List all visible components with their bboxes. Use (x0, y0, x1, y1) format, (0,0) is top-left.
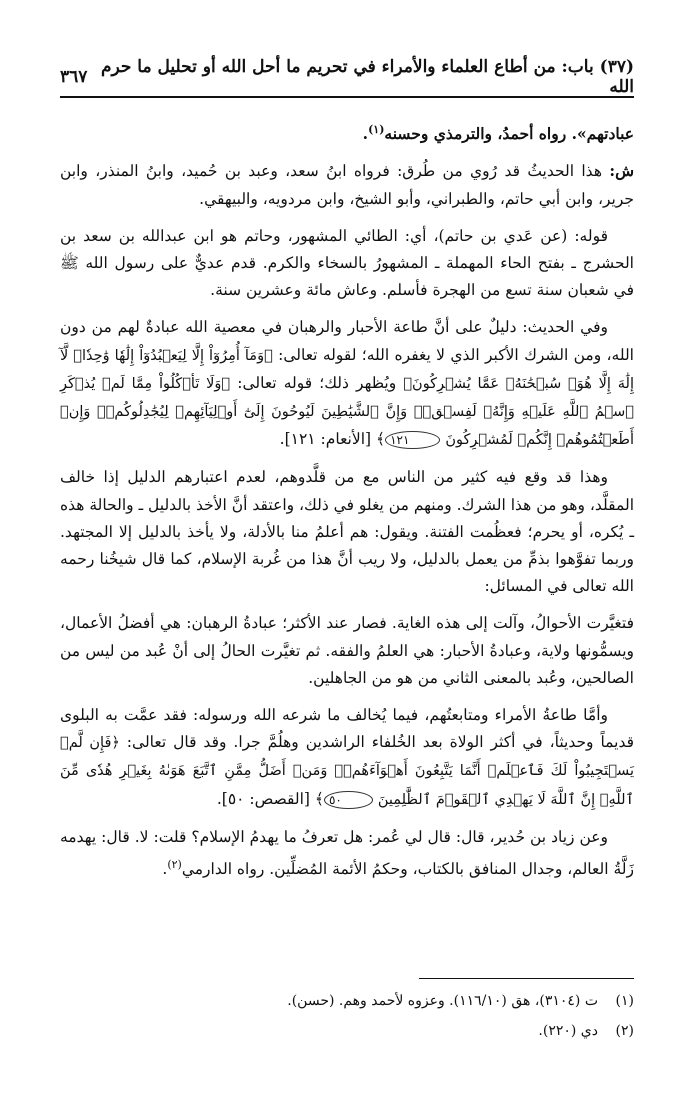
paragraph-obeying-rulers (60, 702, 634, 814)
paragraph-tail: . (362, 124, 369, 144)
footnote-text: ت (٣١٠٤)، هق (١١٦/١٠). وعزوه لأحمد وهم. (حسن). (287, 993, 598, 1009)
paragraph-changed-conditions (60, 610, 634, 692)
footnote-number: (٢) (615, 1023, 634, 1039)
commentary-marker: ش: (609, 161, 634, 181)
footnote-reference: (١) (368, 123, 385, 136)
paragraph-text: ويُظهر ذلك؛ قوله تعالى: (230, 373, 404, 392)
ayah-number: ٥٠ (324, 791, 373, 809)
paragraph-commentary-intro (60, 157, 634, 212)
paragraph-text: وعن زياد بن حُدير، قال: قال لي عُمر: هل تعرفُ ما يهدمُ الإسلام؟ قلت: لا. قال: يهدمه زَلَّةُ العالم، وجدال المنافق بالكتاب، وحكمُ الأئمة المُضلِّين. رواه الدارمي (60, 827, 634, 879)
paragraph-text: فتغيَّرت الأحوالُ، وآلت إلى هذه الغاية. فصار عند الأكثر؛ عبادةُ الرهبان: هي أفضلُ الأعمال، ويسمُّونها ولاية، وعبادةُ الأحبار: هي العلمُ والفقه. ثم تغيَّرت الحالُ إلى أنْ عُبد من ليس من الصالحين، وعُبد بالمعنى الثاني من هو من الجاهلين. (60, 614, 634, 687)
footnote-reference: (٢) (167, 858, 182, 872)
running-header (60, 57, 634, 97)
page-number: ٣٦٧ (60, 67, 88, 87)
quran-verse: ﴿وَمَآ أُمِرُوٓاْ إِلَّا لِيَعۡبُدُوٓاْ إِلَٰهٗا وَٰحِدٗاۖ لَّآ إِلَٰهَ إِلَّا هُوَۚ سُبۡحَٰنَهُۥ عَمَّا يُشۡرِكُونَ﴾ (60, 347, 634, 392)
paragraph-text: وفي الحديث: دليلٌ على أنَّ طاعة الأحبار والرهبان في معصية الله عبادةٌ لهم من دون الله، ومن الشرك الأكبر الذي لا يغفره الله؛ لقوله تعالى: (60, 318, 634, 364)
quran-verse: ﴿فَإِن لَّمۡ يَسۡتَجِيبُواْ لَكَ فَٱعۡلَمۡ أَنَّمَا يَتَّبِعُونَ أَهۡوَآءَهُمۡۚ وَمَنۡ أَضَلُّ مِمَّنِ ٱتَّبَعَ هَوَىٰهُ بِغَيۡرِ هُدٗى مِّنَ ٱللَّهِۚ إِنَّ ٱللَّهَ لَا يَهۡدِي ٱلۡقَوۡمَ ٱلظَّٰلِمِينَ (60, 735, 634, 808)
footnote-item (60, 1016, 634, 1046)
main-text (60, 116, 634, 893)
paragraph-tail: . (162, 860, 168, 879)
paragraph-text: هذا الحديثُ قد رُوي من طُرق: فرواه ابنُ سعد، وعبد بن حُميد، وابنُ المنذر، وابن جرير، وابن أبي حاتم، والطبراني، وأبو الشيخ، وابن مردويه، والبيهقي. (60, 162, 634, 208)
paragraph-adi-bin-hatim (60, 223, 634, 305)
quran-verse: ﴿وَلَا تَأۡكُلُواْ مِمَّا لَمۡ يُذۡكَرِ ٱسۡمُ ٱللَّهِ عَلَيۡهِ وَإِنَّهُۥ لَفِسۡقٞۗ وَإِنَّ ٱلشَّيَٰطِينَ لَيُوحُونَ إِلَىٰٓ أَوۡلِيَآئِهِمۡ لِيُجَٰدِلُوكُمۡۖ وَإِنۡ أَطَعۡتُمُوهُمۡ إِنَّكُمۡ لَمُشۡرِكُونَ (60, 375, 634, 449)
footnotes (60, 986, 634, 1046)
footnote-item (60, 986, 634, 1016)
footnote-divider (419, 978, 634, 979)
paragraph-hadith-benefit (60, 314, 634, 454)
paragraph-text: عبادتهم». رواه أحمدُ، والترمذي وحسنه (384, 124, 634, 144)
footnote-text: دي (٢٢٠). (538, 1023, 598, 1039)
paragraph-text: وأمَّا طاعةُ الأمراء ومتابعتُهم، فيما يُخالف ما شرعه الله ورسوله: فقد عمَّت به البلوى قديماً وحديثاً، في أكثر الولاة بعد الخُلفاء الراشدين وهلُمَّ جرا. وقد قال تعالى: (60, 706, 634, 752)
verse-reference: ﴾ [الأنعام: ١٢١]. (279, 430, 386, 449)
header-divider (60, 96, 634, 98)
paragraph-text: قوله: (عن عَدي بن حاتم)، أي: الطائي المشهور، وحاتم هو ابن عبدالله بن سعد بن الحشرج ـ بفتح الحاء المهملة ـ المشهورُ بالسخاء والكرم. قدم عديٌّ على رسول الله ﷺ في شعبان سنة تسع من الهجرة فأسلم. وعاش مائة وعشرين سنة. (60, 226, 634, 300)
paragraph-text: وهذا قد وقع فيه كثير من الناس مع من قلَّدوهم، لعدم اعتبارهم الدليل إذا خالف المقلَّد، وهو من هذا الشرك. ومنهم من يغلو في ذلك، واعتقد أنَّ الأخذ بالدليل ـ والحالة هذه ـ يُكره، أو يحرم؛ فعظُمت الفتنة. ويقول: هم أعلمُ منا بالأدلة، ولا يأخذ بالدليل إلا المجتهد. وربما تفوَّهوا بذمِّ من يعمل بالدليل، ولا ريب أنَّ هذا من غُربة الإسلام، كما قال شيخُنا رحمه الله تعالى في المسائل: (60, 468, 634, 596)
footnote-number: (١) (615, 993, 634, 1009)
verse-reference: ﴾ [القصص: ٥٠]. (216, 789, 324, 808)
paragraph-taqlid (60, 464, 634, 600)
ayah-number: ١٢١ (385, 431, 440, 449)
paragraph-ziyad-narration (60, 824, 634, 884)
paragraph-hadith-ending (60, 116, 634, 147)
chapter-title: (٣٧) باب: من أطاع العلماء والأمراء في تحريم ما أحل الله أو تحليل ما حرم الله (100, 57, 634, 97)
